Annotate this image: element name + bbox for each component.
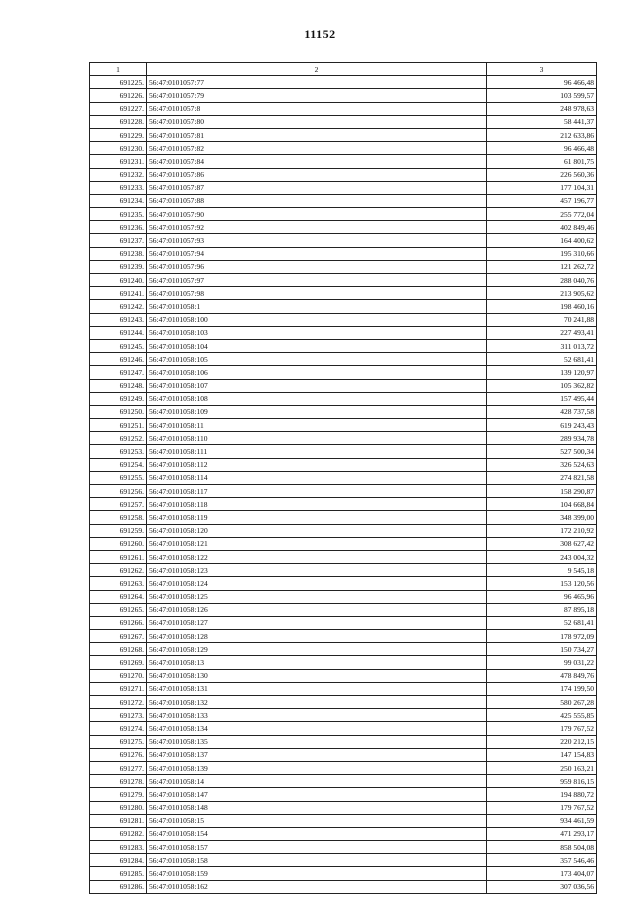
table-row — [90, 326, 597, 339]
cadastral-number: 56:47:0101057:92 — [147, 221, 487, 234]
table-row — [90, 577, 597, 590]
cadastral-value: 274 821,58 — [487, 471, 597, 484]
cadastral-number: 56:47:0101058:105 — [147, 353, 487, 366]
table-row — [90, 537, 597, 550]
row-number: 691263. — [90, 577, 147, 590]
cadastral-number: 56:47:0101058:114 — [147, 471, 487, 484]
cadastral-value: 255 772,04 — [487, 208, 597, 221]
cadastral-number: 56:47:0101057:87 — [147, 181, 487, 194]
row-number: 691286. — [90, 880, 147, 893]
row-number: 691260. — [90, 537, 147, 550]
row-number: 691274. — [90, 722, 147, 735]
cadastral-number: 56:47:0101058:103 — [147, 326, 487, 339]
cadastral-value: 227 493,41 — [487, 326, 597, 339]
cadastral-number: 56:47:0101058:122 — [147, 550, 487, 563]
row-number: 691266. — [90, 616, 147, 629]
table-row — [90, 498, 597, 511]
row-number: 691244. — [90, 326, 147, 339]
table-row — [90, 814, 597, 827]
row-number: 691253. — [90, 445, 147, 458]
row-number: 691262. — [90, 564, 147, 577]
cadastral-value: 934 461,59 — [487, 814, 597, 827]
cadastral-value: 248 978,63 — [487, 102, 597, 115]
table-row — [90, 669, 597, 682]
table-row — [90, 234, 597, 247]
row-number: 691269. — [90, 656, 147, 669]
cadastral-number: 56:47:0101057:96 — [147, 260, 487, 273]
row-number: 691232. — [90, 168, 147, 181]
table-row — [90, 208, 597, 221]
cadastral-number: 56:47:0101058:109 — [147, 405, 487, 418]
table-row — [90, 419, 597, 432]
cadastral-number: 56:47:0101058:139 — [147, 761, 487, 774]
cadastral-value: 52 681,41 — [487, 353, 597, 366]
table-row — [90, 458, 597, 471]
table-row — [90, 128, 597, 141]
table-row — [90, 788, 597, 801]
table-row — [90, 682, 597, 695]
row-number: 691261. — [90, 550, 147, 563]
row-number: 691284. — [90, 854, 147, 867]
row-number: 691247. — [90, 366, 147, 379]
cadastral-number: 56:47:0101058:148 — [147, 801, 487, 814]
row-number: 691238. — [90, 247, 147, 260]
table-row — [90, 511, 597, 524]
row-number: 691277. — [90, 761, 147, 774]
row-number: 691243. — [90, 313, 147, 326]
cadastral-value: 428 737,58 — [487, 405, 597, 418]
cadastral-number: 56:47:0101057:98 — [147, 287, 487, 300]
cadastral-value: 198 460,16 — [487, 300, 597, 313]
table-row — [90, 643, 597, 656]
row-number: 691245. — [90, 339, 147, 352]
table-row — [90, 696, 597, 709]
cadastral-value: 311 013,72 — [487, 339, 597, 352]
cadastral-number: 56:47:0101057:88 — [147, 194, 487, 207]
row-number: 691264. — [90, 590, 147, 603]
cadastral-number: 56:47:0101058:127 — [147, 616, 487, 629]
cadastral-value: 158 290,87 — [487, 485, 597, 498]
row-number: 691265. — [90, 603, 147, 616]
cadastral-number: 56:47:0101058:132 — [147, 696, 487, 709]
cadastral-value-table — [89, 62, 597, 894]
table-row — [90, 379, 597, 392]
cadastral-value: 402 849,46 — [487, 221, 597, 234]
table-row — [90, 221, 597, 234]
cadastral-value: 308 627,42 — [487, 537, 597, 550]
column-header-cadastral-code: 2 — [147, 63, 487, 76]
cadastral-number: 56:47:0101057:77 — [147, 76, 487, 89]
cadastral-value: 96 466,48 — [487, 76, 597, 89]
table-row — [90, 550, 597, 563]
cadastral-number: 56:47:0101058:110 — [147, 432, 487, 445]
cadastral-value: 307 036,56 — [487, 880, 597, 893]
cadastral-number: 56:47:0101058:133 — [147, 709, 487, 722]
row-number: 691229. — [90, 128, 147, 141]
row-number: 691259. — [90, 524, 147, 537]
cadastral-value: 195 310,66 — [487, 247, 597, 260]
cadastral-number: 56:47:0101058:123 — [147, 564, 487, 577]
cadastral-value: 96 466,48 — [487, 142, 597, 155]
cadastral-number: 56:47:0101058:100 — [147, 313, 487, 326]
row-number: 691237. — [90, 234, 147, 247]
table-row — [90, 656, 597, 669]
table-row — [90, 524, 597, 537]
cadastral-value: 179 767,52 — [487, 722, 597, 735]
cadastral-number: 56:47:0101058:130 — [147, 669, 487, 682]
cadastral-number: 56:47:0101058:106 — [147, 366, 487, 379]
row-number: 691230. — [90, 142, 147, 155]
table-row — [90, 247, 597, 260]
table-row — [90, 274, 597, 287]
table-row — [90, 287, 597, 300]
cadastral-number: 56:47:0101057:94 — [147, 247, 487, 260]
table-row — [90, 748, 597, 761]
row-number: 691279. — [90, 788, 147, 801]
row-number: 691271. — [90, 682, 147, 695]
row-number: 691278. — [90, 775, 147, 788]
cadastral-number: 56:47:0101058:158 — [147, 854, 487, 867]
cadastral-number: 56:47:0101058:120 — [147, 524, 487, 537]
cadastral-value: 177 104,31 — [487, 181, 597, 194]
cadastral-number: 56:47:0101057:82 — [147, 142, 487, 155]
table-row — [90, 735, 597, 748]
table-row — [90, 603, 597, 616]
cadastral-value: 959 816,15 — [487, 775, 597, 788]
cadastral-value: 174 199,50 — [487, 682, 597, 695]
cadastral-value: 139 120,97 — [487, 366, 597, 379]
cadastral-number: 56:47:0101058:117 — [147, 485, 487, 498]
table-row — [90, 801, 597, 814]
cadastral-value: 157 495,44 — [487, 392, 597, 405]
cadastral-number: 56:47:0101057:8 — [147, 102, 487, 115]
cadastral-value: 527 500,34 — [487, 445, 597, 458]
row-number: 691276. — [90, 748, 147, 761]
cadastral-value: 288 040,76 — [487, 274, 597, 287]
table-row — [90, 102, 597, 115]
table-row — [90, 260, 597, 273]
cadastral-number: 56:47:0101058:121 — [147, 537, 487, 550]
cadastral-value: 70 241,88 — [487, 313, 597, 326]
row-number: 691234. — [90, 194, 147, 207]
cadastral-value: 172 210,92 — [487, 524, 597, 537]
cadastral-number: 56:47:0101058:15 — [147, 814, 487, 827]
row-number: 691246. — [90, 353, 147, 366]
cadastral-number: 56:47:0101058:157 — [147, 841, 487, 854]
table-row — [90, 313, 597, 326]
table-row — [90, 181, 597, 194]
table-row — [90, 867, 597, 880]
cadastral-number: 56:47:0101058:162 — [147, 880, 487, 893]
row-number: 691257. — [90, 498, 147, 511]
cadastral-number: 56:47:0101058:147 — [147, 788, 487, 801]
table-row — [90, 485, 597, 498]
row-number: 691235. — [90, 208, 147, 221]
table-row — [90, 366, 597, 379]
page-number: 11152 — [304, 27, 336, 41]
cadastral-number: 56:47:0101057:79 — [147, 89, 487, 102]
row-number: 691242. — [90, 300, 147, 313]
table-row — [90, 155, 597, 168]
row-number: 691282. — [90, 827, 147, 840]
cadastral-value: 153 120,56 — [487, 577, 597, 590]
cadastral-value: 9 545,18 — [487, 564, 597, 577]
table-row — [90, 841, 597, 854]
cadastral-value: 471 293,17 — [487, 827, 597, 840]
cadastral-number: 56:47:0101058:135 — [147, 735, 487, 748]
cadastral-value: 150 734,27 — [487, 643, 597, 656]
cadastral-number: 56:47:0101057:81 — [147, 128, 487, 141]
cadastral-number: 56:47:0101058:126 — [147, 603, 487, 616]
cadastral-value: 99 031,22 — [487, 656, 597, 669]
cadastral-value: 213 905,62 — [487, 287, 597, 300]
table-row — [90, 827, 597, 840]
cadastral-number: 56:47:0101058:118 — [147, 498, 487, 511]
table-row — [90, 194, 597, 207]
row-number: 691231. — [90, 155, 147, 168]
cadastral-number: 56:47:0101058:14 — [147, 775, 487, 788]
cadastral-value: 96 465,96 — [487, 590, 597, 603]
table-row — [90, 616, 597, 629]
cadastral-value: 348 399,00 — [487, 511, 597, 524]
row-number: 691275. — [90, 735, 147, 748]
cadastral-value: 250 163,21 — [487, 761, 597, 774]
row-number: 691272. — [90, 696, 147, 709]
cadastral-value: 58 441,37 — [487, 115, 597, 128]
row-number: 691258. — [90, 511, 147, 524]
cadastral-number: 56:47:0101058:111 — [147, 445, 487, 458]
table-row — [90, 564, 597, 577]
cadastral-value: 104 668,84 — [487, 498, 597, 511]
cadastral-number: 56:47:0101058:104 — [147, 339, 487, 352]
cadastral-value: 194 880,72 — [487, 788, 597, 801]
row-number: 691273. — [90, 709, 147, 722]
table-row — [90, 709, 597, 722]
cadastral-number: 56:47:0101058:128 — [147, 630, 487, 643]
row-number: 691270. — [90, 669, 147, 682]
row-number: 691227. — [90, 102, 147, 115]
table-row — [90, 775, 597, 788]
cadastral-number: 56:47:0101057:97 — [147, 274, 487, 287]
row-number: 691280. — [90, 801, 147, 814]
cadastral-value: 580 267,28 — [487, 696, 597, 709]
cadastral-value: 61 801,75 — [487, 155, 597, 168]
table-row — [90, 115, 597, 128]
cadastral-value: 457 196,77 — [487, 194, 597, 207]
cadastral-value: 478 849,76 — [487, 669, 597, 682]
cadastral-value: 179 767,52 — [487, 801, 597, 814]
table-row — [90, 168, 597, 181]
row-number: 691281. — [90, 814, 147, 827]
cadastral-number: 56:47:0101058:159 — [147, 867, 487, 880]
cadastral-value: 226 560,36 — [487, 168, 597, 181]
row-number: 691228. — [90, 115, 147, 128]
row-number: 691268. — [90, 643, 147, 656]
row-number: 691241. — [90, 287, 147, 300]
table-header — [90, 63, 597, 76]
cadastral-value: 858 504,08 — [487, 841, 597, 854]
cadastral-value: 164 400,62 — [487, 234, 597, 247]
cadastral-value: 619 243,43 — [487, 419, 597, 432]
cadastral-value: 121 262,72 — [487, 260, 597, 273]
cadastral-number: 56:47:0101058:119 — [147, 511, 487, 524]
cadastral-value: 425 555,85 — [487, 709, 597, 722]
table-row — [90, 76, 597, 89]
row-number: 691283. — [90, 841, 147, 854]
cadastral-value: 220 212,15 — [487, 735, 597, 748]
cadastral-value: 147 154,83 — [487, 748, 597, 761]
table-row — [90, 300, 597, 313]
cadastral-number: 56:47:0101058:134 — [147, 722, 487, 735]
table-row — [90, 405, 597, 418]
row-number: 691250. — [90, 405, 147, 418]
cadastral-value: 87 895,18 — [487, 603, 597, 616]
cadastral-number: 56:47:0101058:1 — [147, 300, 487, 313]
table-row — [90, 630, 597, 643]
cadastral-number: 56:47:0101057:86 — [147, 168, 487, 181]
table-row — [90, 590, 597, 603]
cadastral-number: 56:47:0101058:112 — [147, 458, 487, 471]
cadastral-number: 56:47:0101058:154 — [147, 827, 487, 840]
row-number: 691239. — [90, 260, 147, 273]
row-number: 691233. — [90, 181, 147, 194]
cadastral-number: 56:47:0101058:11 — [147, 419, 487, 432]
row-number: 691256. — [90, 485, 147, 498]
cadastral-number: 56:47:0101058:129 — [147, 643, 487, 656]
table-row — [90, 339, 597, 352]
row-number: 691285. — [90, 867, 147, 880]
table-row — [90, 89, 597, 102]
cadastral-number: 56:47:0101058:107 — [147, 379, 487, 392]
row-number: 691226. — [90, 89, 147, 102]
row-number: 691254. — [90, 458, 147, 471]
table-row — [90, 445, 597, 458]
cadastral-value: 357 546,46 — [487, 854, 597, 867]
cadastral-number: 56:47:0101057:80 — [147, 115, 487, 128]
cadastral-number: 56:47:0101058:125 — [147, 590, 487, 603]
row-number: 691236. — [90, 221, 147, 234]
cadastral-value: 326 524,63 — [487, 458, 597, 471]
row-number: 691267. — [90, 630, 147, 643]
cadastral-value: 243 004,32 — [487, 550, 597, 563]
cadastral-value: 289 934,78 — [487, 432, 597, 445]
cadastral-value: 173 404,07 — [487, 867, 597, 880]
cadastral-number: 56:47:0101057:84 — [147, 155, 487, 168]
row-number: 691225. — [90, 76, 147, 89]
table-row — [90, 722, 597, 735]
column-header-value: 3 — [487, 63, 597, 76]
cadastral-number: 56:47:0101058:137 — [147, 748, 487, 761]
table-row — [90, 471, 597, 484]
header-row — [90, 63, 597, 76]
cadastral-value: 52 681,41 — [487, 616, 597, 629]
table-row — [90, 854, 597, 867]
table-body — [90, 76, 597, 894]
row-number: 691255. — [90, 471, 147, 484]
row-number: 691252. — [90, 432, 147, 445]
cadastral-number: 56:47:0101057:90 — [147, 208, 487, 221]
cadastral-value: 103 599,57 — [487, 89, 597, 102]
table-row — [90, 142, 597, 155]
table-row — [90, 353, 597, 366]
table-row — [90, 880, 597, 893]
row-number: 691249. — [90, 392, 147, 405]
cadastral-value: 178 972,09 — [487, 630, 597, 643]
cadastral-value: 212 633,86 — [487, 128, 597, 141]
row-number: 691240. — [90, 274, 147, 287]
table-row — [90, 761, 597, 774]
cadastral-number: 56:47:0101058:108 — [147, 392, 487, 405]
cadastral-number: 56:47:0101058:131 — [147, 682, 487, 695]
column-header-number: 1 — [90, 63, 147, 76]
cadastral-number: 56:47:0101058:13 — [147, 656, 487, 669]
table-row — [90, 392, 597, 405]
table-row — [90, 432, 597, 445]
cadastral-value: 105 362,82 — [487, 379, 597, 392]
row-number: 691248. — [90, 379, 147, 392]
row-number: 691251. — [90, 419, 147, 432]
cadastral-number: 56:47:0101057:93 — [147, 234, 487, 247]
cadastral-number: 56:47:0101058:124 — [147, 577, 487, 590]
